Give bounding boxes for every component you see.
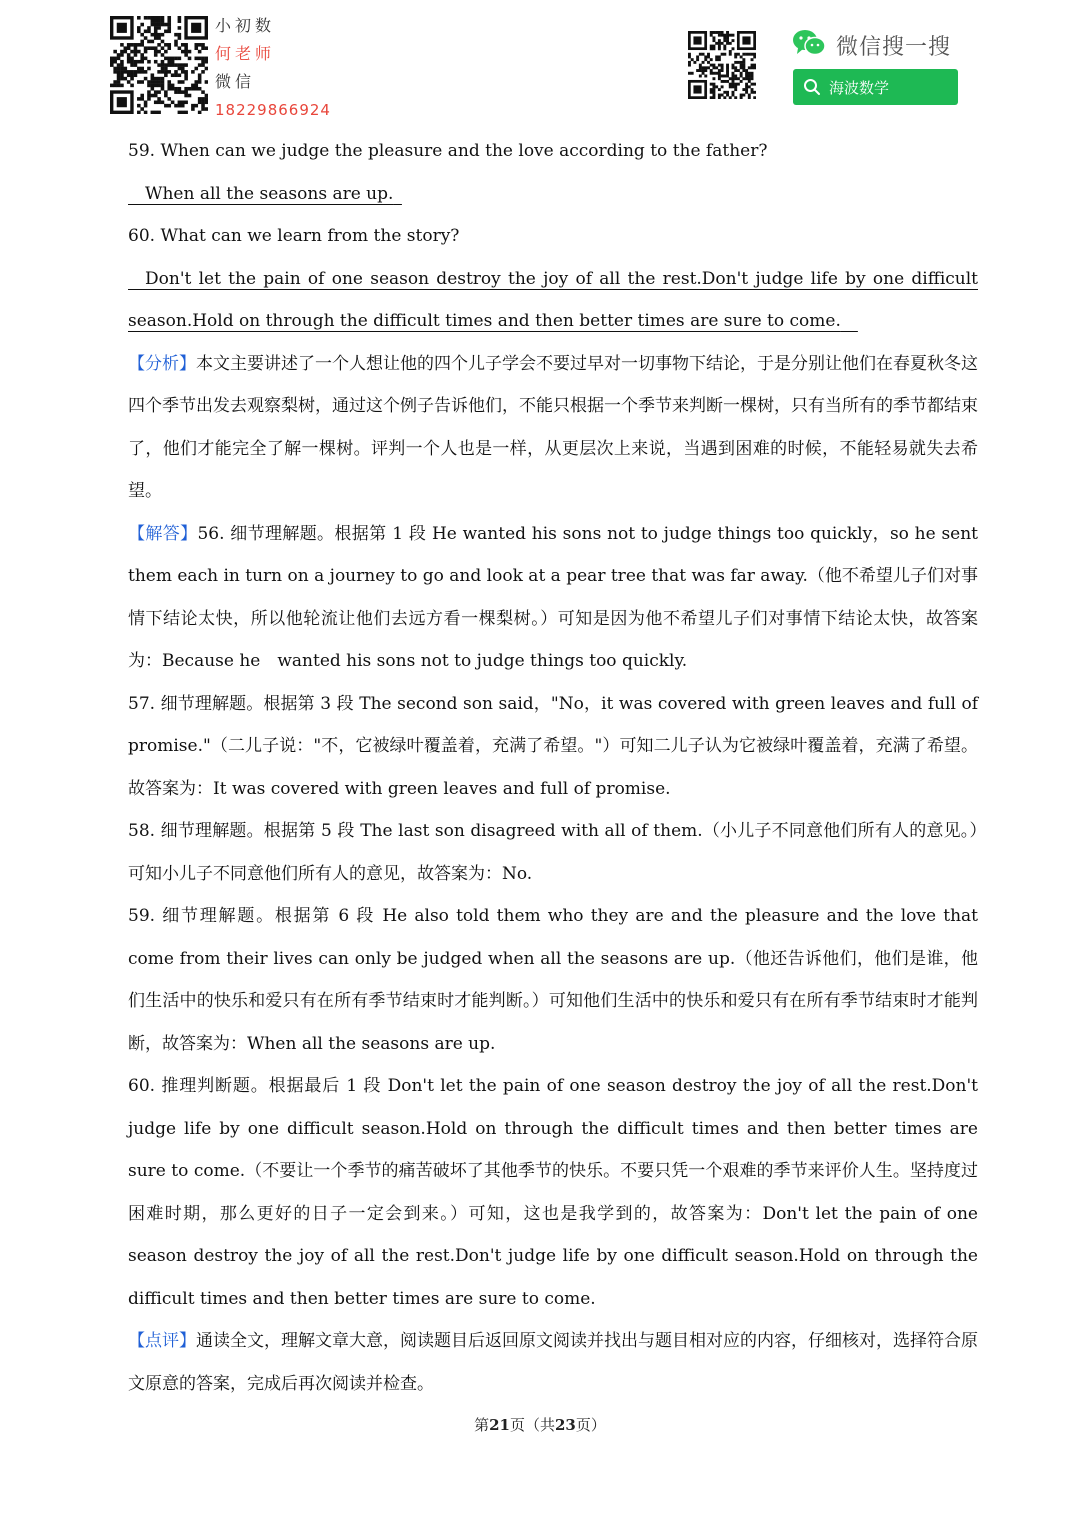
- page-header: [0, 0, 1080, 125]
- footer-prefix: 第: [474, 1416, 490, 1434]
- comment-text: 通读全文，理解文章大意，阅读题目后返回原文阅读并找出与题目相对应的内容，仔细核对，选择符合原文原意的答案，完成后再次阅读并检查。: [128, 1331, 978, 1394]
- answer-59-text: When all the seasons are up.: [145, 183, 394, 204]
- document-body: [128, 130, 978, 1405]
- solution-57: 57. 细节理解题。根据第 3 段 The second son said，"No，it was covered with green leaves and full of promise."（二儿子说："不，它被绿叶覆盖着，充满了希望。"）可知二儿子认为它被绿叶覆盖着，充满了希望。故答案为：It was covered with green leaves and full of promise.: [128, 693, 978, 799]
- solution-58: 58. 细节理解题。根据第 5 段 The last son disagreed with all of them.（小儿子不同意他们所有人的意见。）可知小儿子不同意他们所有人的意见，故答案为：No.: [128, 821, 978, 884]
- answer-60-text: Don't let the pain of one season destroy the joy of all the rest.Don't judge life by one difficult season.Hold on through the difficult times and then better times are sure to come.: [128, 268, 978, 331]
- solution-60: 60. 推理判断题。根据最后 1 段 Don't let the pain of one season destroy the joy of all the rest.Don't judge life by one difficult season.Hold on through the difficult times and then better times are sure to come.（不要让一个季节的痛苦破坏了其他季节的快乐。不要只凭一个艰难的季节来评价人生。坚持度过困难时期，那么更好的日子一定会到来。）可知，这也是我学到的，故答案为：Don't let the pain of one season destroy the joy of all the rest.Don't judge life by one difficult season.Hold on through the difficult times and then better times are sure to come.: [128, 1076, 978, 1309]
- wechat-search-label: [792, 28, 951, 62]
- qr-code-wechat: [688, 31, 756, 99]
- analysis-tag: 【分析】: [128, 353, 196, 374]
- wechat-search-text: 微信搜一搜: [836, 34, 952, 60]
- comment-tag: 【点评】: [128, 1331, 196, 1351]
- qr-code-contact: [110, 16, 208, 114]
- page-footer: [0, 1414, 1080, 1435]
- analysis-text: 本文主要讲述了一个人想让他的四个儿子学会不要过早对一切事物下结论，于是分别让他们在春夏秋冬这四个季节出发去观察梨树，通过这个例子告诉他们，不能只根据一个季节来判断一棵树，只有当所有的季节都结束了，他们才能完全了解一棵树。评判一个人也是一样，从更层次上来说，当遇到困难的时候，不能轻易就失去希望。: [128, 353, 978, 501]
- answer-59: [128, 173, 978, 216]
- contact-line-2: 何老师: [215, 44, 276, 63]
- question-60: 60. What can we learn from the story?: [128, 226, 460, 246]
- contact-line-3: 微信: [215, 72, 256, 91]
- solution-59: 59. 细节理解题。根据第 6 段 He also told them who they are and the pleasure and the love that come from their lives can only be judged when all the seasons are up.（他还告诉他们，他们是谁，他们生活中的快乐和爱只有在所有季节结束时才能判断。）可知他们生活中的快乐和爱只有在所有季节结束时才能判断，故答案为：When all the seasons are up.: [128, 906, 978, 1054]
- contact-block: [215, 12, 331, 124]
- page-total: 23: [555, 1416, 576, 1434]
- solution-56: [128, 513, 978, 683]
- search-icon: [803, 78, 821, 96]
- wechat-logo-icon: [792, 28, 826, 62]
- solution-tag: 【解答】: [128, 523, 198, 544]
- footer-suffix: 页）: [575, 1416, 606, 1434]
- contact-line-1: 小初数: [215, 16, 276, 35]
- search-button-label: 海波数学: [829, 78, 890, 97]
- answer-60: [128, 258, 978, 343]
- comment-paragraph: [128, 1320, 978, 1405]
- page-number: 21: [489, 1416, 510, 1434]
- contact-phone: 18229866924: [215, 101, 331, 119]
- search-button[interactable]: [793, 69, 958, 105]
- question-59: 59. When can we judge the pleasure and the love according to the father?: [128, 141, 768, 161]
- solution-56-text: 56. 细节理解题。根据第 1 段 He wanted his sons not to judge things too quickly，so he sent them each in turn on a journey to go and look at a pear tree that was far away.（他不希望儿子们对事情下结论太快，所以他轮流让他们去远方看一棵梨树。）可知是因为他不希望儿子们对事情下结论太快，故答案为：Because he wanted his sons not to judge things too quickly.: [128, 523, 979, 671]
- analysis-paragraph: [128, 343, 978, 513]
- footer-middle: 页（共: [509, 1416, 555, 1434]
